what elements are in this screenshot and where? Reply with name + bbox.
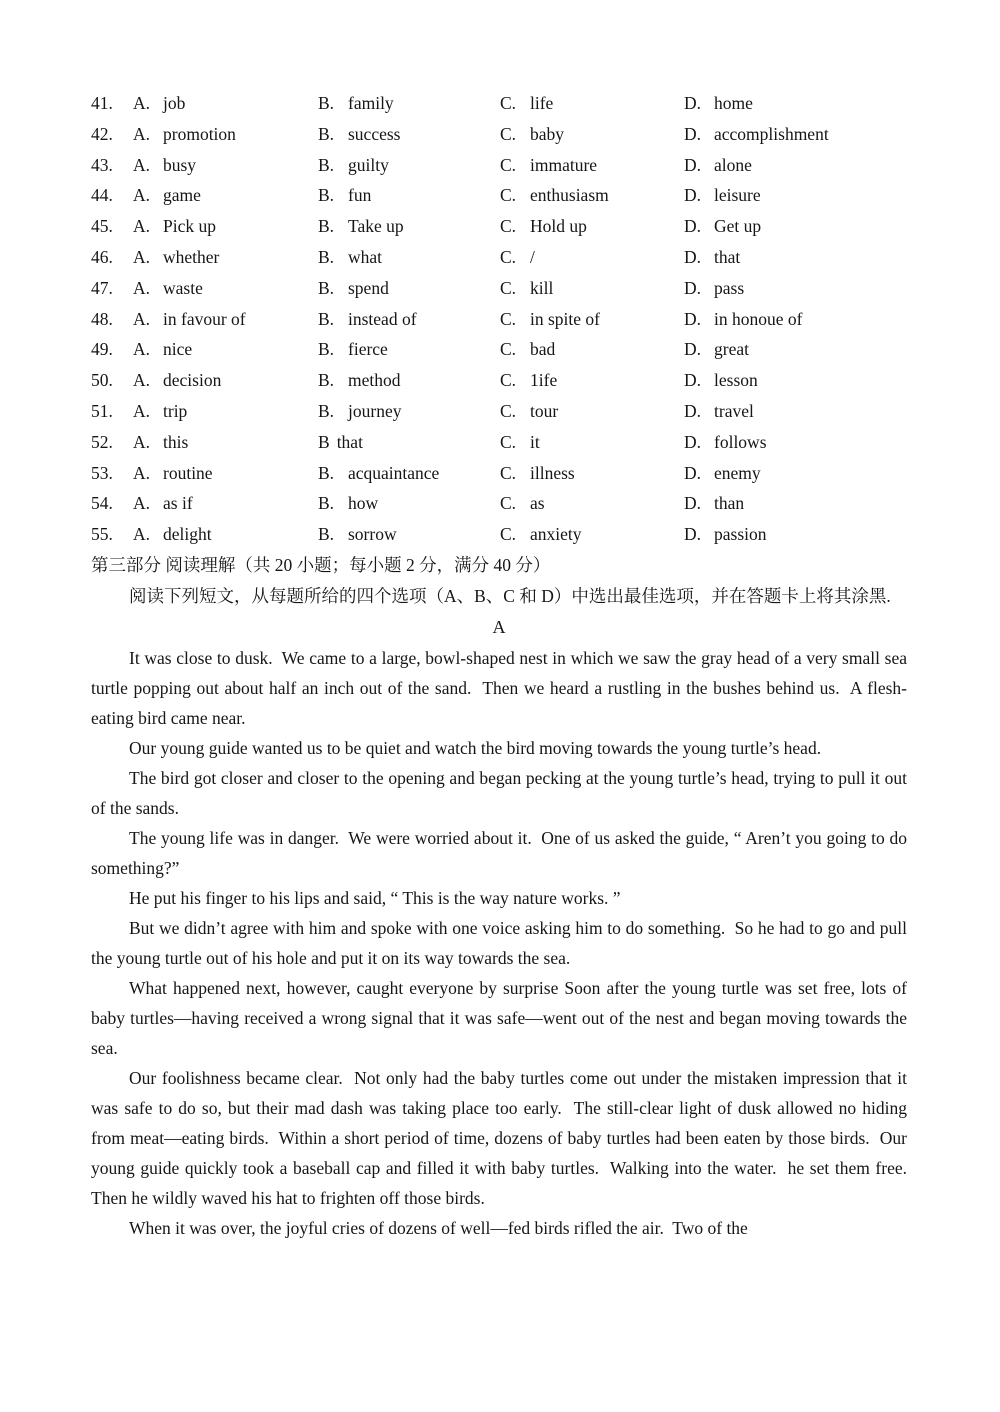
option-c-label: C.	[500, 524, 517, 545]
question-number: 55.	[91, 524, 113, 545]
multiple-choice-block	[91, 88, 907, 550]
option-a-label: A.	[133, 246, 151, 267]
passage-paragraph: He put his finger to his lips and said, “ This is the way nature works. ”	[129, 888, 621, 909]
option-a	[133, 273, 318, 304]
option-a-label: A.	[133, 308, 151, 329]
question-number: 52.	[91, 431, 113, 452]
option-d	[684, 273, 907, 304]
question-row	[91, 304, 907, 335]
option-a-label: A.	[133, 339, 151, 360]
option-c-label: C.	[500, 339, 517, 360]
passage-paragraph: But we didn’t agree with him and spoke with one voice asking him to do something. So he had to go and pull the young turtle out of his hole and put it on its way towards the sea.	[91, 918, 912, 969]
option-c-label: C.	[500, 277, 517, 298]
option-a-text: in favour of	[163, 308, 246, 329]
option-d-label: D.	[684, 524, 702, 545]
option-a-text: promotion	[163, 123, 236, 144]
option-c-text: /	[530, 246, 535, 267]
option-c-label: C.	[500, 370, 517, 391]
option-d-label: D.	[684, 370, 702, 391]
option-d-label: D.	[684, 493, 702, 514]
option-b	[318, 180, 500, 211]
option-a-text: decision	[163, 370, 222, 391]
option-c-label: C.	[500, 216, 517, 237]
option-c-text: life	[530, 93, 554, 113]
option-d-text: Get up	[714, 216, 762, 237]
option-c-text: anxiety	[530, 524, 582, 545]
option-c	[500, 242, 684, 273]
option-c-label: C.	[500, 154, 517, 175]
question-number: 45.	[91, 216, 113, 237]
option-b-text: acquaintance	[348, 462, 440, 483]
question-row	[91, 427, 907, 458]
option-d	[684, 304, 907, 335]
option-b	[318, 304, 500, 335]
option-b-label: B.	[318, 154, 335, 175]
option-c	[500, 458, 684, 489]
option-c-label: C.	[500, 246, 517, 267]
option-d-label: D.	[684, 400, 702, 421]
question-row	[91, 242, 907, 273]
option-c	[500, 488, 684, 519]
option-d	[684, 365, 907, 396]
option-b	[318, 396, 500, 427]
option-d-label: D.	[684, 246, 702, 267]
option-c-text: illness	[530, 462, 575, 483]
option-c-text: 1ife	[530, 370, 558, 391]
option-a-label: A.	[133, 93, 151, 113]
option-a-label: A.	[133, 154, 151, 175]
option-d-text: great	[714, 339, 749, 360]
option-d	[684, 242, 907, 273]
option-d-label: D.	[684, 123, 702, 144]
option-d-label: D.	[684, 185, 702, 206]
option-a-text: game	[163, 185, 201, 206]
question-row	[91, 273, 907, 304]
section-header: 第三部分 阅读理解（共 20 小题；每小题 2 分，满分 40 分）	[91, 554, 551, 575]
option-c-text: immature	[530, 154, 598, 175]
option-b	[318, 88, 500, 119]
option-d	[684, 427, 907, 458]
option-b-label: B	[318, 431, 330, 452]
option-a	[133, 304, 318, 335]
option-a-text: routine	[163, 462, 213, 483]
option-b-text: what	[348, 246, 383, 267]
option-a-label: A.	[133, 493, 151, 514]
option-c	[500, 396, 684, 427]
option-c-label: C.	[500, 93, 517, 113]
option-d	[684, 119, 907, 150]
option-b-text: instead of	[348, 308, 417, 329]
option-b	[318, 150, 500, 181]
option-c	[500, 334, 684, 365]
passage-paragraph: The bird got closer and closer to the opening and began pecking at the young turtle’s head, trying to pull it out of the sands.	[91, 768, 912, 819]
option-d	[684, 396, 907, 427]
option-c-label: C.	[500, 431, 517, 452]
question-number: 46.	[91, 246, 113, 267]
option-d-label: D.	[684, 277, 702, 298]
option-a-label: A.	[133, 216, 151, 237]
option-a-text: waste	[163, 277, 203, 298]
option-b-label: B.	[318, 216, 335, 237]
option-b-label: B.	[318, 370, 335, 391]
option-a-text: whether	[163, 246, 220, 267]
option-b	[318, 334, 500, 365]
passage-label: A	[492, 617, 506, 638]
question-number: 48.	[91, 308, 113, 329]
option-a	[133, 396, 318, 427]
option-c-text: enthusiasm	[530, 185, 609, 206]
option-d-label: D.	[684, 462, 702, 483]
option-a-label: A.	[133, 370, 151, 391]
option-a-text: delight	[163, 524, 212, 545]
option-d-text: leisure	[714, 185, 761, 206]
option-a-text: nice	[163, 339, 193, 360]
option-b	[318, 365, 500, 396]
option-d-text: enemy	[714, 462, 761, 483]
option-a-label: A.	[133, 400, 151, 421]
option-c-text: as	[530, 493, 545, 514]
option-a	[133, 150, 318, 181]
question-number: 51.	[91, 400, 113, 421]
option-a-label: A.	[133, 462, 151, 483]
option-a	[133, 119, 318, 150]
option-a-text: busy	[163, 154, 197, 175]
option-d	[684, 458, 907, 489]
option-b-text: Take up	[348, 216, 404, 237]
option-d-text: passion	[714, 524, 767, 545]
option-d-label: D.	[684, 93, 702, 113]
option-d	[684, 150, 907, 181]
option-d-text: accomplishment	[714, 123, 829, 144]
question-row	[91, 180, 907, 211]
option-b-text: journey	[348, 400, 402, 421]
option-b-text: success	[348, 123, 401, 144]
question-row	[91, 88, 907, 119]
option-c-label: C.	[500, 185, 517, 206]
option-b	[318, 427, 500, 458]
passage-paragraph: Our foolishness became clear. Not only had the baby turtles come out under the mistaken impression that it was safe to do so, but their mad dash was taking place too early. The still-clear light of dusk allowed no hiding from meat—eating birds. Within a short period of time, dozens of baby turtles had been eaten by those birds. Our young guide quickly took a baseball cap and filled it with baby turtles. Walking into the water. he set them free. Then he wildly waved his hat to frighten off those birds.	[91, 1068, 916, 1209]
option-d	[684, 488, 907, 519]
option-b	[318, 519, 500, 550]
option-b-label: B.	[318, 123, 335, 144]
option-c-label: C.	[500, 308, 517, 329]
option-b-label: B.	[318, 93, 335, 113]
option-d	[684, 180, 907, 211]
option-b-label: B.	[318, 462, 335, 483]
option-b-text: fun	[348, 185, 372, 206]
question-number: 47.	[91, 277, 113, 298]
option-d	[684, 211, 907, 242]
option-c-text: tour	[530, 400, 559, 421]
option-d-text: in honoue of	[714, 308, 803, 329]
option-c-text: baby	[530, 123, 565, 144]
passage-paragraph: When it was over, the joyful cries of dozens of well—fed birds rifled the air. Two of the	[129, 1218, 748, 1239]
option-c	[500, 519, 684, 550]
option-d	[684, 88, 907, 119]
passage-paragraph: Our young guide wanted us to be quiet and watch the bird moving towards the young turtle’s head.	[129, 738, 822, 759]
option-c-label: C.	[500, 400, 517, 421]
option-b-label: B.	[318, 246, 335, 267]
option-a	[133, 519, 318, 550]
option-b-text: sorrow	[348, 524, 397, 545]
option-b	[318, 488, 500, 519]
question-row	[91, 119, 907, 150]
option-a-text: trip	[163, 400, 188, 421]
option-b-label: B.	[318, 339, 335, 360]
question-row	[91, 365, 907, 396]
option-c-text: in spite of	[530, 308, 600, 329]
option-c-label: C.	[500, 123, 517, 144]
option-d-text: home	[714, 93, 753, 113]
option-c	[500, 304, 684, 335]
option-a-text: job	[163, 93, 186, 113]
option-b-label: B.	[318, 400, 335, 421]
option-d	[684, 334, 907, 365]
option-c	[500, 365, 684, 396]
option-b-text: fierce	[348, 339, 388, 360]
option-c-text: kill	[530, 277, 554, 298]
option-a	[133, 427, 318, 458]
option-c	[500, 211, 684, 242]
option-c-text: Hold up	[530, 216, 587, 237]
question-number: 43.	[91, 154, 113, 175]
option-b	[318, 458, 500, 489]
question-row	[91, 334, 907, 365]
option-a-label: A.	[133, 431, 151, 452]
question-number: 54.	[91, 493, 113, 514]
option-b-text: family	[348, 93, 394, 113]
question-number: 42.	[91, 123, 113, 144]
option-c	[500, 150, 684, 181]
passage-paragraph: What happened next, however, caught everyone by surprise Soon after the young turtle was set free, lots of baby turtles—having received a wrong signal that it was safe—went out of the nest and began moving towards the sea.	[91, 978, 912, 1059]
option-a	[133, 180, 318, 211]
option-a-label: A.	[133, 123, 151, 144]
option-d-text: than	[714, 493, 745, 514]
section-instruction: 阅读下列短文，从每题所给的四个选项（A、B、C 和 D）中选出最佳选项，并在答题卡上将其涂黑.	[129, 585, 891, 606]
reading-passage	[91, 643, 916, 1243]
option-d-text: lesson	[714, 370, 758, 391]
option-a	[133, 458, 318, 489]
option-d-text: follows	[714, 431, 767, 452]
option-a-label: A.	[133, 277, 151, 298]
option-d-label: D.	[684, 216, 702, 237]
option-c	[500, 180, 684, 211]
option-c	[500, 273, 684, 304]
option-b-text: how	[348, 493, 379, 514]
option-c-text: bad	[530, 339, 556, 360]
question-row	[91, 396, 907, 427]
option-b	[318, 211, 500, 242]
option-a	[133, 88, 318, 119]
option-d-label: D.	[684, 308, 702, 329]
option-b-text: that	[336, 431, 363, 452]
option-c-label: C.	[500, 462, 517, 483]
option-a-text: as if	[163, 493, 193, 514]
option-b	[318, 119, 500, 150]
option-b-label: B.	[318, 493, 335, 514]
option-c	[500, 88, 684, 119]
option-d-label: D.	[684, 339, 702, 360]
option-c-text: it	[530, 431, 540, 452]
option-b-label: B.	[318, 524, 335, 545]
option-b	[318, 273, 500, 304]
option-a-label: A.	[133, 185, 151, 206]
question-number: 50.	[91, 370, 113, 391]
option-d-text: pass	[714, 277, 745, 298]
option-a-label: A.	[133, 524, 151, 545]
option-d-text: that	[714, 246, 741, 267]
option-b-text: guilty	[348, 154, 389, 175]
question-row	[91, 488, 907, 519]
option-c-label: C.	[500, 493, 517, 514]
passage-paragraph: It was close to dusk. We came to a large, bowl-shaped nest in which we saw the gray head of a very small sea turtle popping out about half an inch out of the sand. Then we heard a rustling in the bushes behind us. A flesh-eating bird came near.	[91, 648, 912, 729]
option-d-text: alone	[714, 154, 752, 175]
option-b-label: B.	[318, 185, 335, 206]
option-b-label: B.	[318, 308, 335, 329]
question-number: 41.	[91, 93, 113, 113]
option-d	[684, 519, 907, 550]
option-a	[133, 488, 318, 519]
option-d-label: D.	[684, 154, 702, 175]
option-c	[500, 427, 684, 458]
question-number: 44.	[91, 185, 113, 206]
option-c	[500, 119, 684, 150]
option-a	[133, 365, 318, 396]
option-d-label: D.	[684, 431, 702, 452]
option-a	[133, 242, 318, 273]
question-row	[91, 211, 907, 242]
option-b-text: spend	[348, 277, 389, 298]
question-row	[91, 519, 907, 550]
question-number: 53.	[91, 462, 113, 483]
option-b-text: method	[348, 370, 401, 391]
option-a-text: Pick up	[163, 216, 216, 237]
option-a	[133, 211, 318, 242]
option-b	[318, 242, 500, 273]
question-row	[91, 150, 907, 181]
passage-paragraph: The young life was in danger. We were worried about it. One of us asked the guide, “ Aren’t you going to do something?”	[91, 828, 912, 879]
question-row	[91, 458, 907, 489]
option-b-label: B.	[318, 277, 335, 298]
option-a	[133, 334, 318, 365]
option-a-text: this	[163, 431, 189, 452]
option-d-text: travel	[714, 400, 754, 421]
question-number: 49.	[91, 339, 113, 360]
